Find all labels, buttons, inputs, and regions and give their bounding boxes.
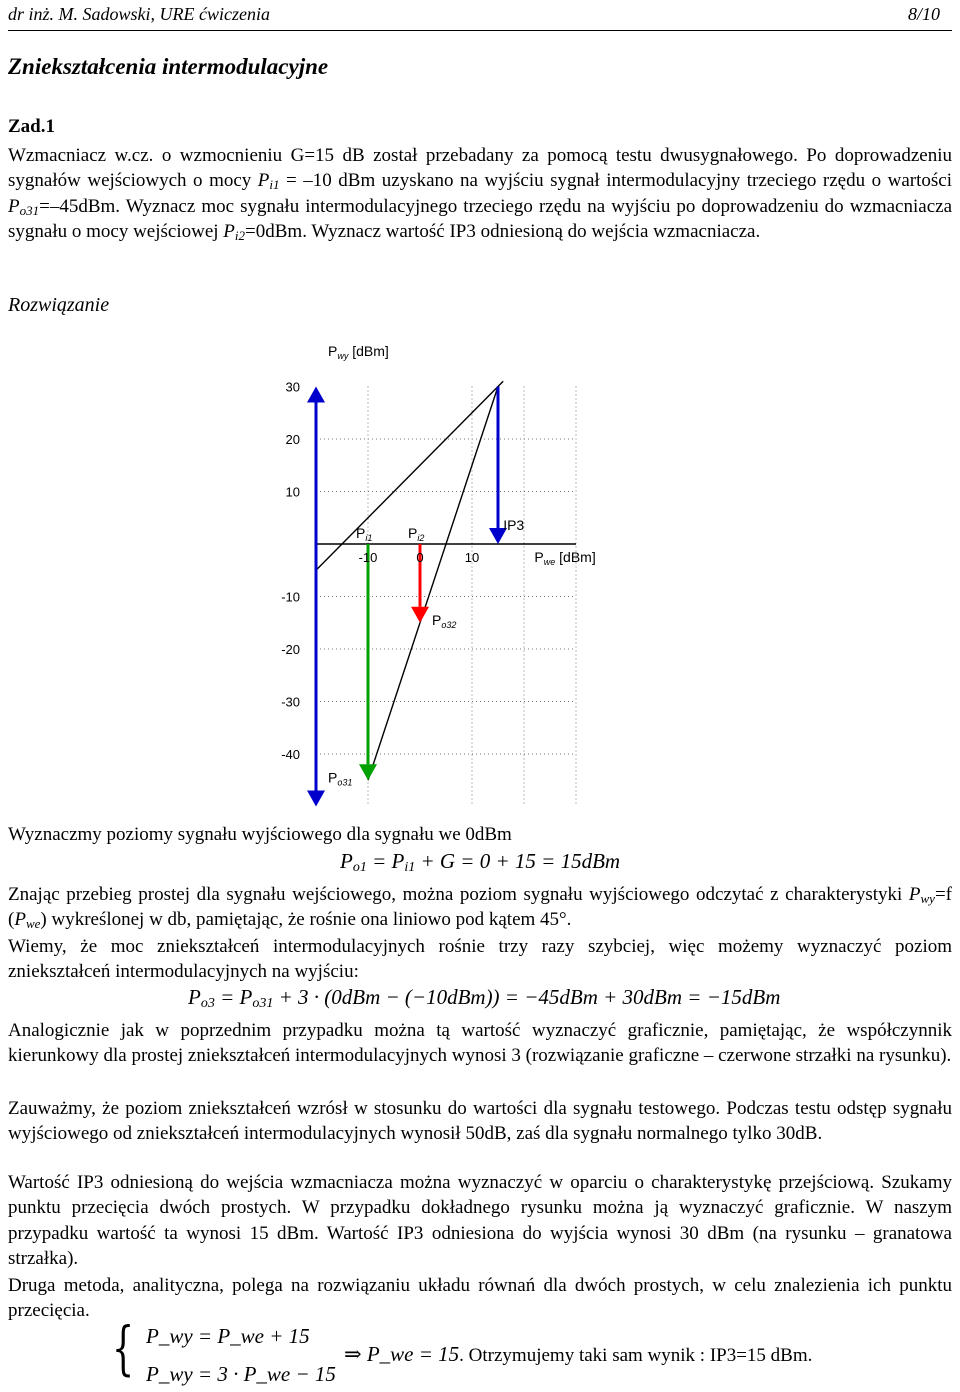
section-title: Zniekształcenia intermodulacyjne [8, 54, 329, 79]
arrow-head-4 [307, 791, 325, 807]
body-sentence-6: Wartość IP3 odniesioną do wejścia wzmacniacza można wyznaczyć w oparciu o charakterystykę przejściową. Szukamy punktu przecięcia dwóch prostych. W przypadku dokładnego rysunku można ją wyznaczyć graficznie. W naszym przypadku wartość ta wynosi 15 dBm. Wartość IP3 odniesiona do wyjścia wynosi 30 dBm (na rysunku – granatowa strzałka). [8, 1172, 952, 1270]
body-sentence-5: Zauważmy, że poziom zniekształceń wzrósł w stosunku do wartości dla sygnału testowego. Podczas testu odstęp sygnału wyjściowego od zniekształceń intermodulacyjnych wynosił 50dB, zaś dla sygnału normalnego tylko 30dB. [8, 1098, 952, 1145]
header-author: dr inż. M. Sadowski, URE ćwiczenia [8, 4, 270, 24]
transfer-characteristic-chart [281, 336, 670, 802]
x-axis-title: $P_{we}$ [dBm] [534, 549, 596, 567]
arrow-head-3 [307, 387, 325, 403]
system-line-1: P_wy = P_we + 15 [146, 1324, 310, 1348]
system-line-2: P_wy = 3 · P_we − 15 [146, 1362, 336, 1386]
y-tick-label: -40 [281, 747, 300, 762]
label-pi2: $P_{i2}$ [408, 525, 425, 543]
body-sentence-4: Analogicznie jak w poprzednim przypadku można tą wartość wyznaczyć graficznie, pamiętając, że współczynnik kierunkowy dla prostej zniekształceń intermodulacyjnych wynosi 3 (rozwiązanie graficzne – czerwone strzałki na rysunku). [8, 1020, 952, 1067]
equation-po3: $P_{o3} = P_{o31} + 3 \cdot (0dBm - (-10dBm)) = -45dBm + 30dBm = -15dBm$ [188, 985, 781, 1011]
y-tick-label: 30 [285, 379, 300, 395]
x-tick-label: 10 [464, 550, 480, 565]
chart-grid [316, 387, 576, 807]
label-po32: $P_{o32}$ [432, 611, 457, 630]
label-po31: $P_{o31}$ [328, 769, 353, 788]
body-sentence-2: Znając przebieg prostej dla sygnału wejściowego, można poziom sygnału wyjściowego odczytać z charakterystyki $P_{wy}=f$ $(P_{we})$ wykreślonej w db, pamiętając, że rośnie ona liniowo pod kątem 45°. [8, 884, 952, 932]
y-tick-label: -20 [281, 642, 300, 657]
label-pi1: $P_{i1}$ [356, 525, 373, 543]
solution-label: Rozwiązanie [8, 294, 110, 316]
fundamental-line [316, 381, 503, 570]
system-result: ⇒ P_we = 15. Otrzymujemy taki sam wynik : IP3=15 dBm. [344, 1342, 813, 1366]
x-tick-label: 0 [416, 550, 424, 565]
chart-ticks [281, 380, 479, 763]
y-tick-label: 20 [285, 432, 300, 447]
body-sentence-7: Druga metoda, analityczna, polega na rozwiązaniu układu równań dla dwóch prostych, w celu znalezienia ich punktu przecięcia. [8, 1275, 952, 1322]
im3-line [368, 387, 498, 781]
y-tick-label: 10 [285, 484, 300, 500]
page-header [8, 0, 952, 31]
brace-symbol: { [112, 1314, 135, 1382]
x-tick-label: -10 [358, 550, 378, 565]
arrow-head-1 [411, 607, 429, 623]
y-tick-label: -30 [281, 694, 300, 710]
page-number: 8/10 [907, 4, 940, 24]
label-ip3: IP3 [503, 517, 525, 533]
body-sentence-3: Wiemy, że moc zniekształceń intermodulacyjnych rośnie trzy razy szybciej, więc możemy wyznaczyć poziom zniekształceń intermodulacyjnych na wyjściu: [8, 936, 952, 983]
y-tick-label: -10 [281, 589, 300, 605]
equation-po1: $P_{o1} = P_{i1} + G = 0 + 15 = 15dBm$ [340, 849, 621, 875]
body-sentence-1: Wyznaczmy poziomy sygnału wyjściowego dla sygnału we 0dBm [8, 824, 512, 845]
y-axis-title: $P_{wy}$ [dBm] [328, 343, 389, 361]
chart-series [316, 381, 503, 780]
task-paragraph: Wzmacniacz w.cz. o wzmocnieniu G=15 dB został przebadany za pomocą testu dwusygnałowego. Po doprowadzeniu sygnałów wejściowych o mocy $P_{i1} = -10$ dBm uzyskano na wyjściu sygnał intermodulacyjny trzeciego rzędu o wartości $P_{o31}=-45dBm$. Wyznacz moc sygnału intermodulacyjnego trzeciego rzędu na wyjściu po doprowadzeniu do wzmacniacza sygnału o mocy wejściowej $P_{i2}=0dBm$. Wyznacz wartość IP3 odniesioną do wejścia wzmacniacza. [8, 145, 952, 244]
arrow-head-0 [359, 764, 377, 780]
task-number: Zad.1 [8, 116, 55, 137]
